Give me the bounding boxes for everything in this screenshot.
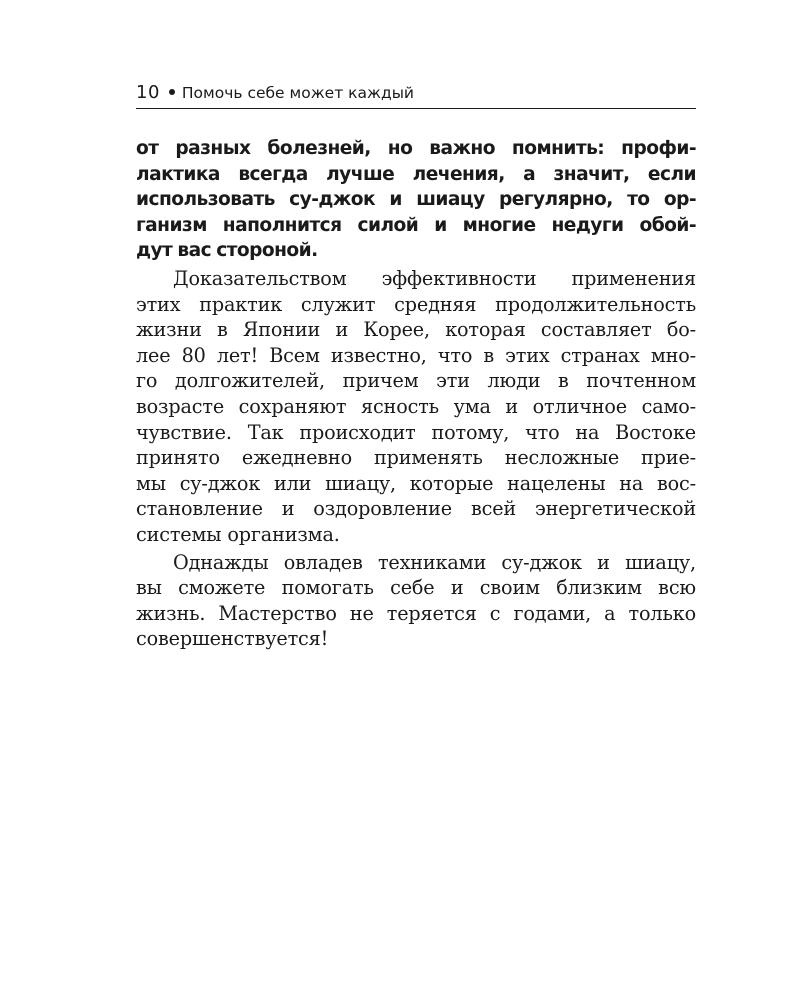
text-line: использовать су-джок и шиацу регулярно, то ор- [136,189,696,211]
text-line: системы организма. [136,522,340,546]
page-number: 10 [136,82,160,103]
text-line: чувствие. Так происходит потому, что на Востоке [136,420,696,444]
text-block [136,136,696,652]
text-line: становление и оздоровление всей энергетической [136,497,696,521]
text-line: ганизм наполнится силой и многие недуги обой- [136,214,696,236]
text-line: совершенствуется! [136,627,329,651]
text-line: от разных болезней, но важно помнить: профи- [136,138,696,159]
header-rule [136,108,696,109]
text-line: мы су-джок или шиацу, которые нацелены на вос- [136,471,696,495]
text-line: жизни в Японии и Корее, которая составляет бо- [136,318,696,342]
text-line: лее 80 лет! Всем известно, что в этих странах мно- [136,343,696,367]
paragraph-2 [136,550,696,652]
text-line: Однажды овладев техниками су-джок и шиацу, [173,550,696,574]
paragraph-1 [136,266,696,548]
running-title: Помочь себе может каждый [181,84,415,102]
bold-paragraph [136,136,696,264]
text-line: принято ежедневно применять несложные прие- [136,446,696,470]
bullet-separator [169,89,175,95]
text-line: этих практик служит средняя продолжительность [136,292,696,316]
text-line: возрасте сохраняют ясность ума и отличное само- [136,394,696,418]
running-header [136,80,696,106]
text-line: дут вас стороной. [136,240,318,262]
text-line: вы сможете помогать себе и своим близким всю [136,576,696,600]
text-line: Доказательством эффективности применения [173,266,696,290]
text-line: жизнь. Мастерство не теряется с годами, а только [136,601,696,625]
text-line: лактика всегда лучше лечения, а значит, если [136,163,696,185]
text-line: го долгожителей, причем эти люди в почтенном [136,369,696,393]
